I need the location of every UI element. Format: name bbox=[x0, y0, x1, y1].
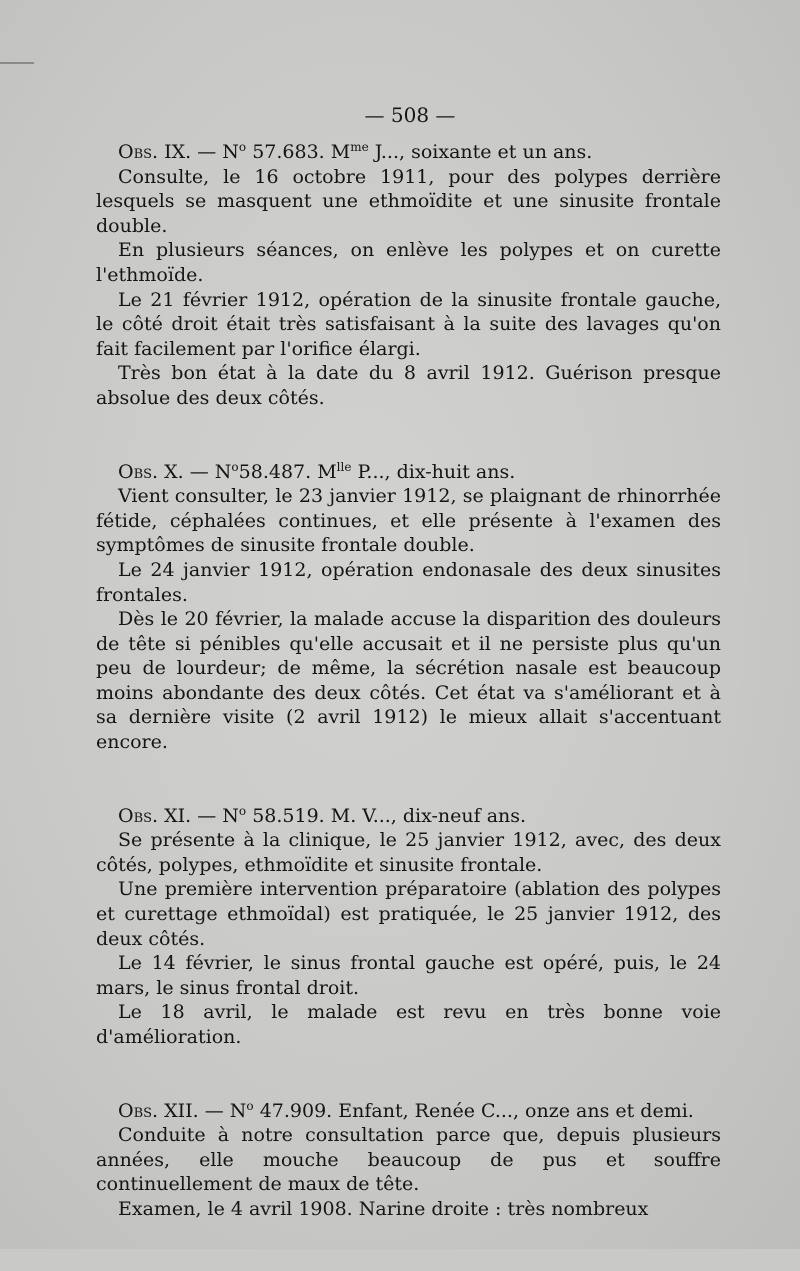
paragraph: Conduite à notre consultation parce que, depuis plusieurs années, elle mouche beaucoup de pus et souffre continuellement de maux de tête. bbox=[96, 1124, 721, 1196]
observation-label: Obs. bbox=[118, 1099, 159, 1122]
heading-sup: o bbox=[238, 803, 247, 818]
heading-part: — N bbox=[183, 460, 232, 483]
paragraph: Vient consulter, le 23 janvier 1912, se plaignant de rhinorrhée fétide, céphalées continues, et elle présente à l'examen des symptômes de sinusite frontale double. bbox=[96, 485, 721, 557]
observation-heading bbox=[96, 140, 721, 165]
observation-xii bbox=[96, 1099, 721, 1222]
observation-numeral: IX. bbox=[164, 141, 192, 163]
observation-ix bbox=[96, 140, 721, 411]
heading-part: 57.683. M bbox=[246, 141, 351, 163]
observation-heading bbox=[96, 804, 721, 829]
heading-part: 47.909. Enfant, Renée C..., onze ans et demi. bbox=[253, 1099, 694, 1122]
scan-mark bbox=[0, 62, 34, 64]
observation-x bbox=[96, 460, 721, 755]
observation-label: Obs. bbox=[118, 141, 159, 163]
heading-part: — N bbox=[191, 804, 239, 827]
paragraph: Se présente à la clinique, le 25 janvier 1912, avec, des deux côtés, polypes, ethmoïdite et sinusite frontale. bbox=[96, 829, 721, 876]
heading-part: P..., dix-huit ans. bbox=[351, 460, 516, 483]
paragraph: Le 18 avril, le malade est revu en très bonne voie d'amélioration. bbox=[96, 1001, 721, 1048]
paragraph: Dès le 20 février, la malade accuse la disparition des douleurs de tête si pénibles qu'elle accusait et il ne persiste plus qu'un peu de lourdeur; de même, la sécrétion nasale est beaucoup moins abondante des deux côtés. Cet état va s'améliorant et à sa dernière visite (2 avril 1912) le mieux allait s'accentuant encore. bbox=[96, 608, 721, 754]
heading-sup: o bbox=[231, 459, 239, 474]
heading-sup: o bbox=[246, 1098, 254, 1113]
paragraph: Le 21 février 1912, opération de la sinusite frontale gauche, le côté droit était très satisfaisant à la suite des lavages qu'on fait facilement par l'orifice élargi. bbox=[96, 288, 721, 360]
heading-sup: o bbox=[238, 140, 247, 154]
heading-part: — N bbox=[191, 141, 239, 163]
page-number: — 508 — bbox=[364, 103, 456, 127]
paragraph: Le 24 janvier 1912, opération endonasale des deux sinusites frontales. bbox=[96, 558, 721, 606]
paragraph: Une première intervention préparatoire (ablation des polypes et curettage ethmoïdal) est pratiquée, le 25 janvier 1912, des deux côtés. bbox=[96, 878, 721, 950]
body-text bbox=[96, 140, 721, 1271]
heading-sup: me bbox=[350, 140, 369, 154]
observation-numeral: XII. bbox=[164, 1099, 199, 1122]
heading-part: 58.487. M bbox=[238, 460, 337, 483]
paragraph: Le 14 février, le sinus frontal gauche est opéré, puis, le 24 mars, le sinus frontal droit. bbox=[96, 952, 721, 999]
paragraph: En plusieurs séances, on enlève les polypes et on curette l'ethmoïde. bbox=[96, 239, 721, 286]
observation-numeral: XI. bbox=[164, 804, 192, 827]
observation-label: Obs. bbox=[118, 804, 159, 827]
observation-heading bbox=[96, 1099, 721, 1124]
observation-heading bbox=[96, 460, 721, 485]
heading-part: J..., soixante et un ans. bbox=[368, 141, 593, 163]
paragraph: Examen, le 4 avril 1908. Narine droite : très nombreux bbox=[118, 1197, 649, 1220]
heading-part: 58.519. M. V..., dix-neuf ans. bbox=[246, 804, 527, 827]
paragraph: Très bon état à la date du 8 avril 1912. Guérison presque absolue des deux côtés. bbox=[96, 362, 721, 409]
paragraph: Consulte, le 16 octobre 1911, pour des polypes derrière lesquels se masquent une ethmoïdite et une sinusite frontale double. bbox=[96, 165, 721, 237]
heading-part: — N bbox=[198, 1099, 247, 1122]
observation-numeral: X. bbox=[164, 460, 184, 483]
heading-sup: lle bbox=[336, 459, 352, 474]
observation-xi bbox=[96, 804, 721, 1050]
observation-label: Obs. bbox=[118, 460, 159, 483]
